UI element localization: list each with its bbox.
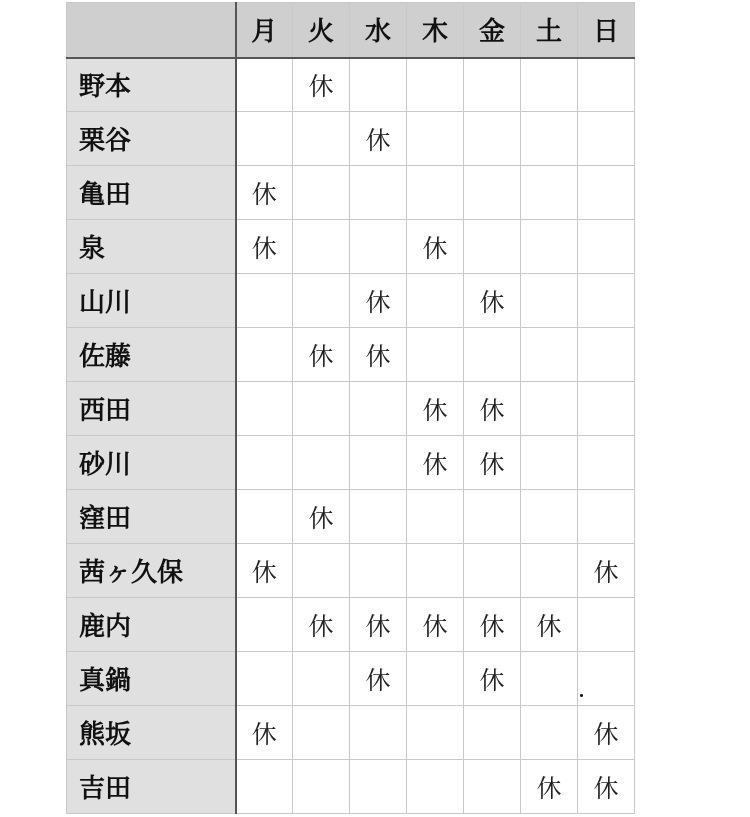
schedule-cell-tue <box>293 382 350 436</box>
header-day-wed: 水 <box>350 3 407 58</box>
table-row <box>67 274 635 328</box>
header-day-thu: 木 <box>407 3 464 58</box>
schedule-cell-fri <box>464 112 521 166</box>
schedule-cell-mon <box>236 382 293 436</box>
schedule-cell-sat <box>521 706 578 760</box>
schedule-cell-wed <box>350 706 407 760</box>
schedule-cell-wed: 休 <box>350 274 407 328</box>
header-day-sat: 土 <box>521 3 578 58</box>
schedule-cell-fri <box>464 544 521 598</box>
employee-name-cell: 熊坂 <box>67 706 236 760</box>
table-row <box>67 328 635 382</box>
schedule-cell-sat <box>521 166 578 220</box>
schedule-cell-sun: 休 <box>578 544 635 598</box>
table-row <box>67 112 635 166</box>
table-row <box>67 220 635 274</box>
schedule-cell-wed <box>350 220 407 274</box>
schedule-cell-wed: 休 <box>350 598 407 652</box>
employee-name-cell: 亀田 <box>67 166 236 220</box>
schedule-cell-tue: 休 <box>293 598 350 652</box>
schedule-cell-mon: 休 <box>236 220 293 274</box>
employee-name-cell: 窪田 <box>67 490 236 544</box>
schedule-cell-sun <box>578 382 635 436</box>
schedule-cell-mon <box>236 598 293 652</box>
table-header <box>67 3 635 58</box>
schedule-cell-sat <box>521 436 578 490</box>
schedule-cell-thu: 休 <box>407 598 464 652</box>
schedule-cell-tue <box>293 274 350 328</box>
schedule-cell-mon: 休 <box>236 706 293 760</box>
schedule-cell-wed <box>350 382 407 436</box>
table-row <box>67 544 635 598</box>
schedule-cell-thu <box>407 490 464 544</box>
schedule-cell-sat <box>521 274 578 328</box>
schedule-cell-sat <box>521 382 578 436</box>
schedule-cell-mon <box>236 112 293 166</box>
table-row <box>67 166 635 220</box>
schedule-cell-sun <box>578 112 635 166</box>
schedule-cell-sun <box>578 652 635 706</box>
header-row <box>67 3 635 58</box>
schedule-cell-sat <box>521 112 578 166</box>
schedule-cell-sun <box>578 436 635 490</box>
employee-name-cell: 山川 <box>67 274 236 328</box>
header-day-sun: 日 <box>578 3 635 58</box>
schedule-cell-thu <box>407 274 464 328</box>
table-row <box>67 652 635 706</box>
schedule-cell-thu <box>407 706 464 760</box>
employee-name-cell: 吉田 <box>67 760 236 814</box>
schedule-cell-fri: 休 <box>464 274 521 328</box>
schedule-cell-fri: 休 <box>464 382 521 436</box>
schedule-cell-fri <box>464 760 521 814</box>
header-corner-cell <box>67 3 236 58</box>
employee-name-cell: 西田 <box>67 382 236 436</box>
schedule-cell-mon <box>236 436 293 490</box>
header-day-fri: 金 <box>464 3 521 58</box>
schedule-cell-thu <box>407 328 464 382</box>
schedule-cell-tue <box>293 220 350 274</box>
schedule-cell-thu: 休 <box>407 220 464 274</box>
schedule-cell-sat <box>521 58 578 112</box>
schedule-cell-sat <box>521 544 578 598</box>
table-row <box>67 706 635 760</box>
schedule-cell-sun: 休 <box>578 760 635 814</box>
schedule-cell-tue <box>293 652 350 706</box>
schedule-cell-wed <box>350 58 407 112</box>
schedule-cell-sat <box>521 652 578 706</box>
schedule-cell-sat: 休 <box>521 760 578 814</box>
schedule-cell-mon: 休 <box>236 166 293 220</box>
table-row <box>67 598 635 652</box>
schedule-cell-mon <box>236 652 293 706</box>
schedule-cell-tue <box>293 436 350 490</box>
schedule-cell-fri <box>464 58 521 112</box>
table-row <box>67 490 635 544</box>
table-row <box>67 436 635 490</box>
schedule-cell-wed <box>350 166 407 220</box>
schedule-cell-mon: 休 <box>236 544 293 598</box>
schedule-cell-sun <box>578 220 635 274</box>
table-row <box>67 382 635 436</box>
schedule-cell-tue: 休 <box>293 490 350 544</box>
schedule-cell-sat <box>521 490 578 544</box>
schedule-cell-sun <box>578 490 635 544</box>
employee-name-cell: 真鍋 <box>67 652 236 706</box>
table-body <box>67 58 635 814</box>
schedule-cell-thu: 休 <box>407 436 464 490</box>
schedule-cell-tue <box>293 112 350 166</box>
schedule-cell-wed <box>350 436 407 490</box>
schedule-cell-wed <box>350 544 407 598</box>
stray-dot-mark <box>580 694 583 697</box>
employee-name-cell: 泉 <box>67 220 236 274</box>
schedule-cell-thu <box>407 58 464 112</box>
schedule-cell-fri: 休 <box>464 652 521 706</box>
schedule-cell-wed: 休 <box>350 652 407 706</box>
table-row <box>67 760 635 814</box>
schedule-cell-mon <box>236 274 293 328</box>
employee-name-cell: 栗谷 <box>67 112 236 166</box>
schedule-cell-thu <box>407 652 464 706</box>
schedule-cell-tue <box>293 166 350 220</box>
schedule-cell-fri: 休 <box>464 598 521 652</box>
schedule-cell-sun: 休 <box>578 706 635 760</box>
schedule-cell-fri: 休 <box>464 436 521 490</box>
table-row <box>67 58 635 112</box>
schedule-cell-sun <box>578 166 635 220</box>
schedule-cell-sat <box>521 220 578 274</box>
schedule-cell-fri <box>464 220 521 274</box>
schedule-cell-thu <box>407 112 464 166</box>
schedule-cell-mon <box>236 328 293 382</box>
header-day-tue: 火 <box>293 3 350 58</box>
schedule-cell-thu <box>407 760 464 814</box>
employee-name-cell: 茜ヶ久保 <box>67 544 236 598</box>
schedule-cell-sun <box>578 274 635 328</box>
schedule-cell-wed: 休 <box>350 112 407 166</box>
schedule-cell-tue: 休 <box>293 58 350 112</box>
employee-name-cell: 野本 <box>67 58 236 112</box>
schedule-cell-fri <box>464 166 521 220</box>
schedule-cell-thu <box>407 166 464 220</box>
schedule-cell-sun <box>578 598 635 652</box>
schedule-cell-mon <box>236 490 293 544</box>
schedule-cell-mon <box>236 760 293 814</box>
schedule-cell-thu: 休 <box>407 382 464 436</box>
schedule-cell-mon <box>236 58 293 112</box>
employee-name-cell: 鹿内 <box>67 598 236 652</box>
schedule-cell-tue: 休 <box>293 328 350 382</box>
header-day-mon: 月 <box>236 3 293 58</box>
employee-name-cell: 砂川 <box>67 436 236 490</box>
schedule-cell-fri <box>464 328 521 382</box>
shift-schedule-table <box>66 2 635 814</box>
schedule-cell-tue <box>293 706 350 760</box>
schedule-cell-sat <box>521 328 578 382</box>
schedule-cell-tue <box>293 760 350 814</box>
schedule-cell-sun <box>578 328 635 382</box>
schedule-cell-wed <box>350 490 407 544</box>
schedule-cell-fri <box>464 490 521 544</box>
schedule-cell-wed: 休 <box>350 328 407 382</box>
employee-name-cell: 佐藤 <box>67 328 236 382</box>
schedule-cell-tue <box>293 544 350 598</box>
schedule-cell-thu <box>407 544 464 598</box>
schedule-cell-fri <box>464 706 521 760</box>
schedule-cell-wed <box>350 760 407 814</box>
schedule-cell-sun <box>578 58 635 112</box>
schedule-cell-sat: 休 <box>521 598 578 652</box>
